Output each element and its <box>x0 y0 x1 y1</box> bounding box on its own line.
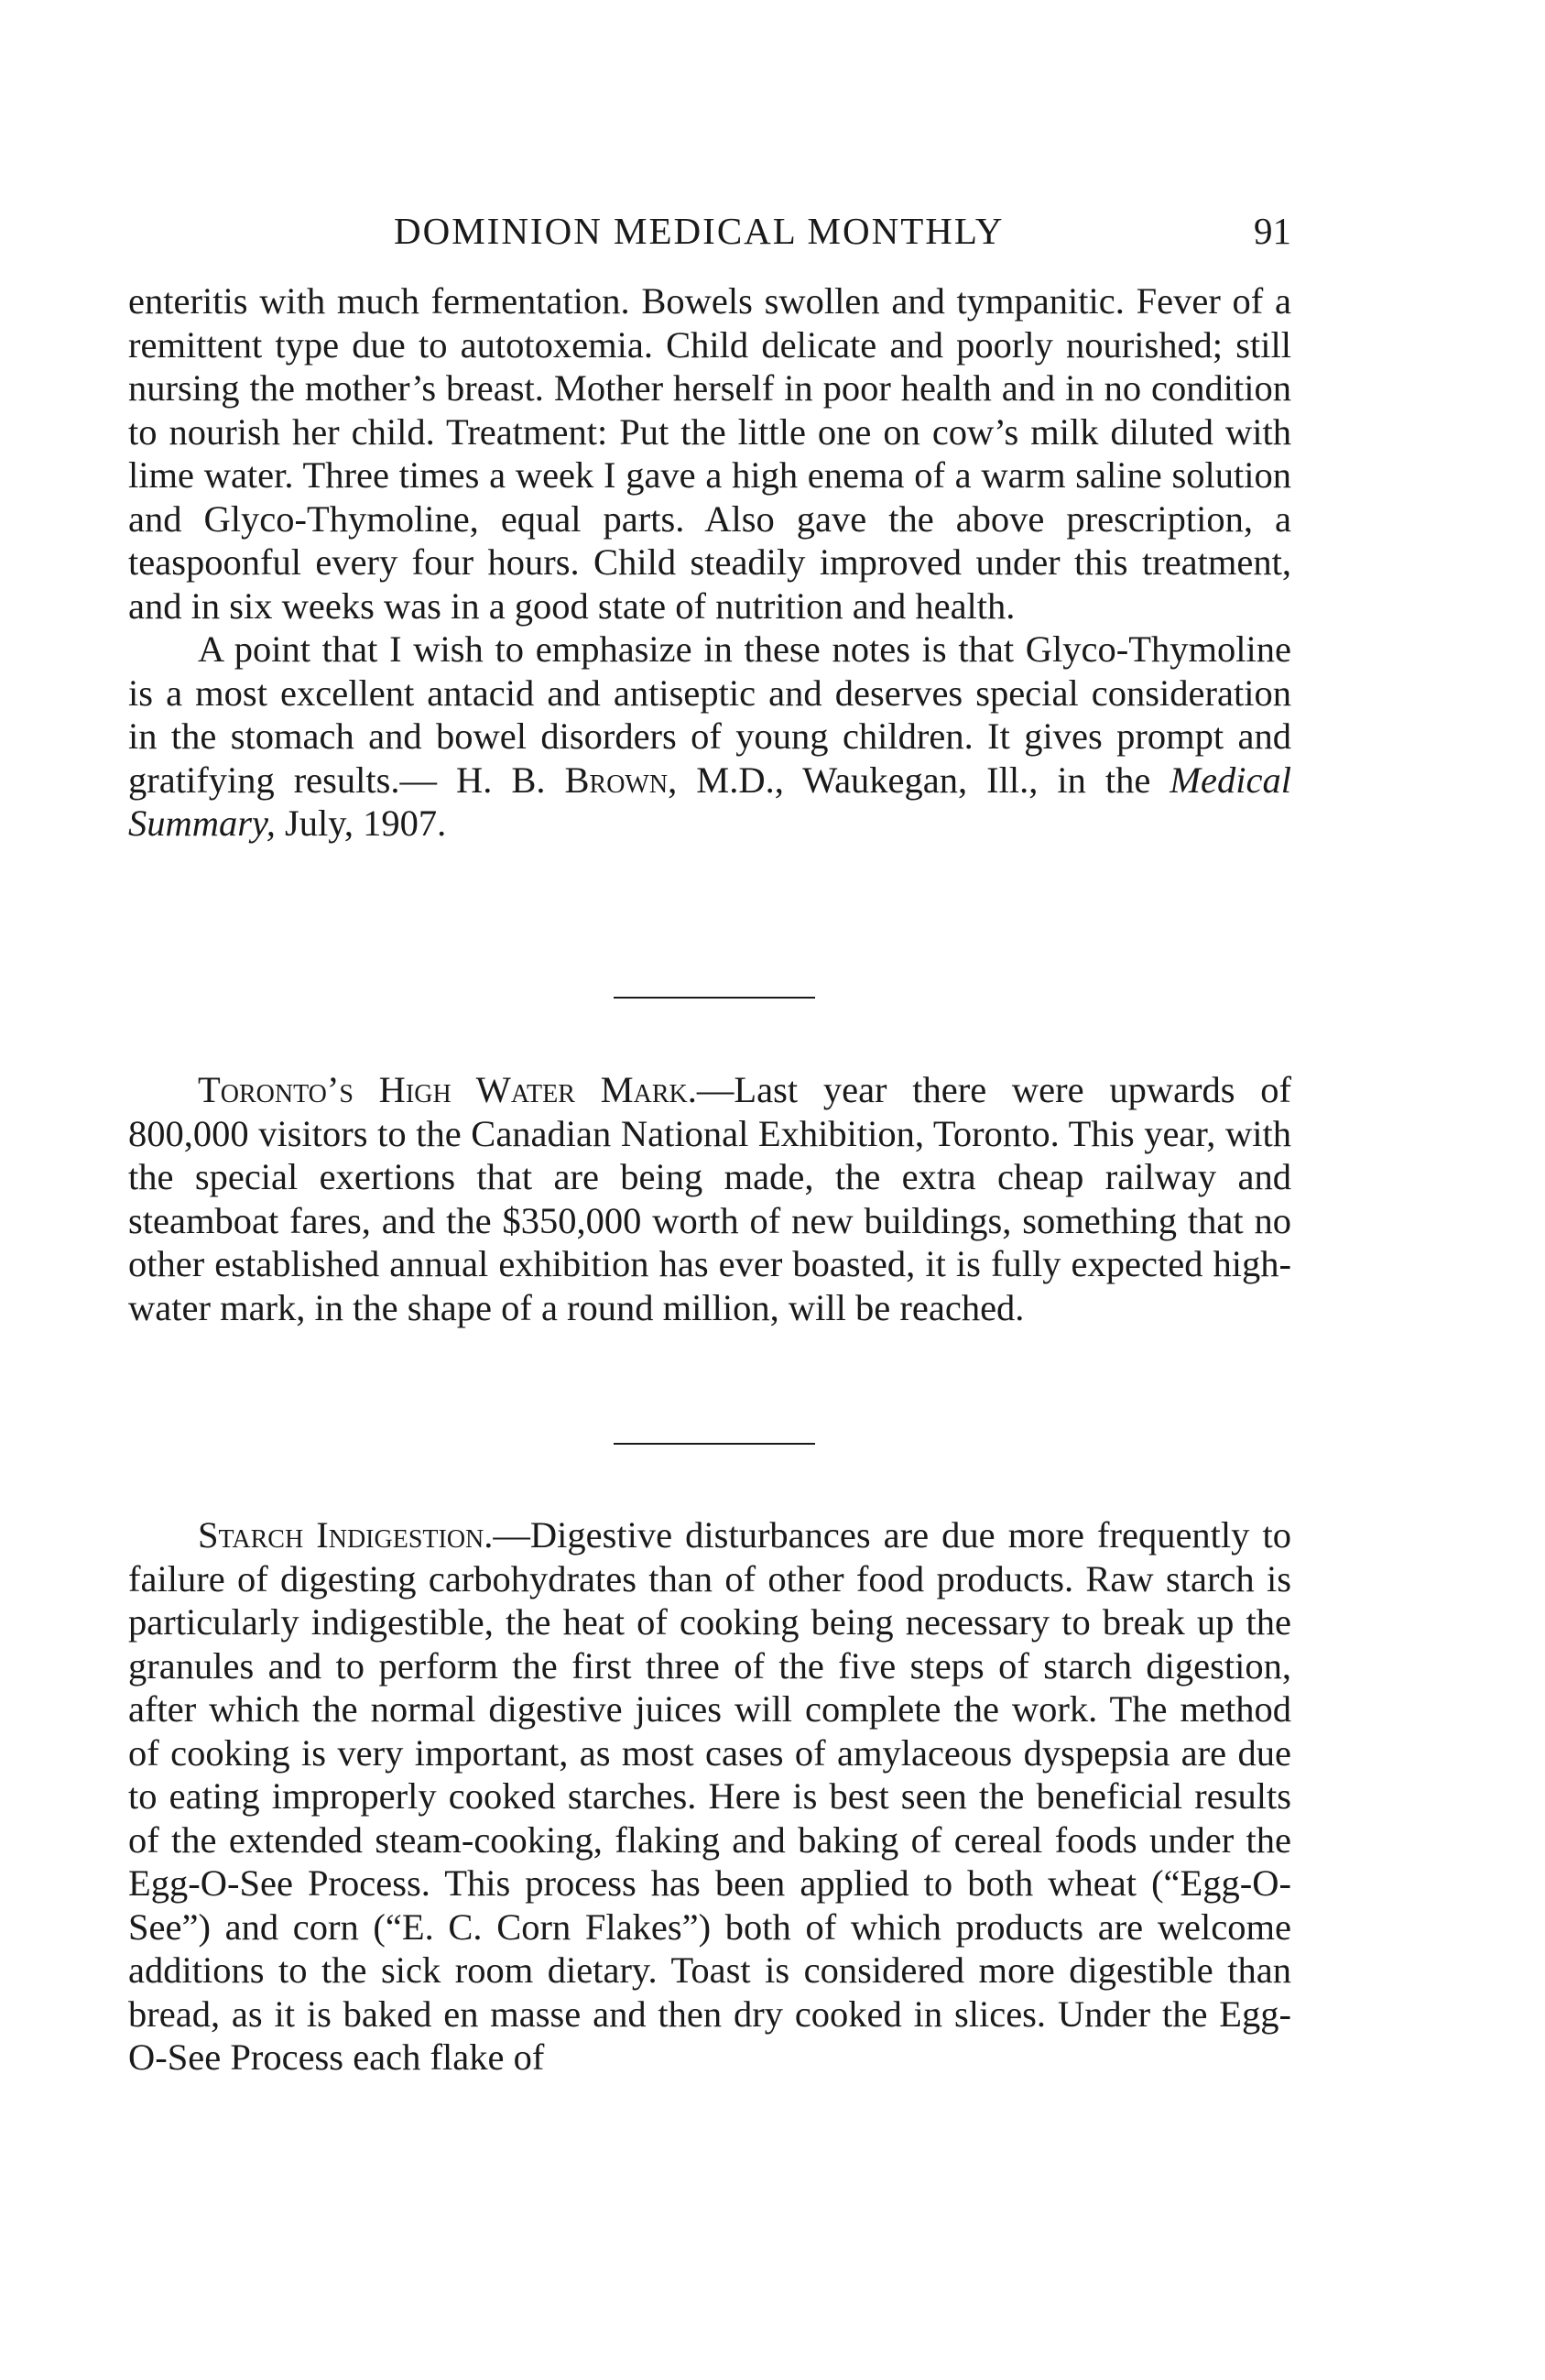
section-divider <box>614 1443 815 1445</box>
article-toronto <box>128 1068 1291 1329</box>
running-head: DOMINION MEDICAL MONTHLY <box>394 210 1005 252</box>
article-heading: Starch Indigestion. <box>198 1514 494 1556</box>
article-heading: Toronto’s High Water Mark. <box>198 1069 697 1110</box>
article-body: —Digestive disturbances are due more frequently to failure of digesting carbohydrates than of other food products. Raw starch is particularly indigestible, the heat of cooking being necessary to break up the granules and to perform the first three of the five steps of starch digestion, after which the normal digestive juices will complete the work. The method of cooking is very important, as most cases of amylaceous dyspepsia are due to eating improperly cooked starches. Here is best seen the beneficial results of the extended steam-cooking, flaking and baking of cereal foods under the Egg-O-See Process. This process has been applied to both wheat (“Egg-O-See”) and corn (“E. C. Corn Flakes”) both of which products are welcome additions to the sick room dietary. Toast is considered more digestible than bread, as it is baked en masse and then dry cooked in slices. Under the Egg-O-See Process each flake of <box>128 1514 1291 2078</box>
paragraph-emphasis-text: A point that I wish to emphasize in these notes is that Glyco-Thymoline is a most excellent antacid and antiseptic and deserves special consideration in the stomach and bowel disorders of young children. It gives prompt and gratifying results.— <box>128 628 1291 801</box>
paragraph-starch <box>128 1513 1291 2080</box>
paragraph-enteritis-case: enteritis with much fermentation. Bowels swollen and tympanitic. Fever of a remittent type due to autotoxemia. Child delicate and poorly nourished; still nursing the mother’s breast. Mother herself in poor health and in no condition to nourish her child. Treatment: Put the little one on cow’s milk diluted with lime water. Three times a week I gave a high enema of a warm saline solution and Glyco-Thymoline, equal parts. Also gave the above prescription, a teaspoonful every four hours. Child steadily improved under this treatment, and in six weeks was in a good state of nutrition and health. <box>128 280 1291 627</box>
article-starch-indigestion <box>128 1513 1291 2080</box>
author-suffix: , M.D., Waukegan, Ill., in the <box>668 759 1170 801</box>
section-divider <box>614 997 815 999</box>
page-number: 91 <box>1254 210 1291 252</box>
page-header <box>128 203 1291 258</box>
paragraph-toronto <box>128 1068 1291 1329</box>
article-body: —Last year there were upwards of 800,000 visitors to the Canadian National Exhibition, Toronto. This year, with the special exertions that are being made, the extra cheap railway and steamboat fares, and the $350,000 worth of new buildings, something that no other established annual exhibition has ever boasted, it is fully expected high-water mark, in the shape of a round million, will be reached. <box>128 1069 1291 1328</box>
source-journal: Medical Summary, <box>128 759 1291 844</box>
paragraph-emphasis <box>128 628 1291 846</box>
author-name: H. B. Brown <box>456 759 669 801</box>
source-date: July, 1907. <box>285 802 447 844</box>
article-glyco-thymoline <box>128 279 1291 846</box>
